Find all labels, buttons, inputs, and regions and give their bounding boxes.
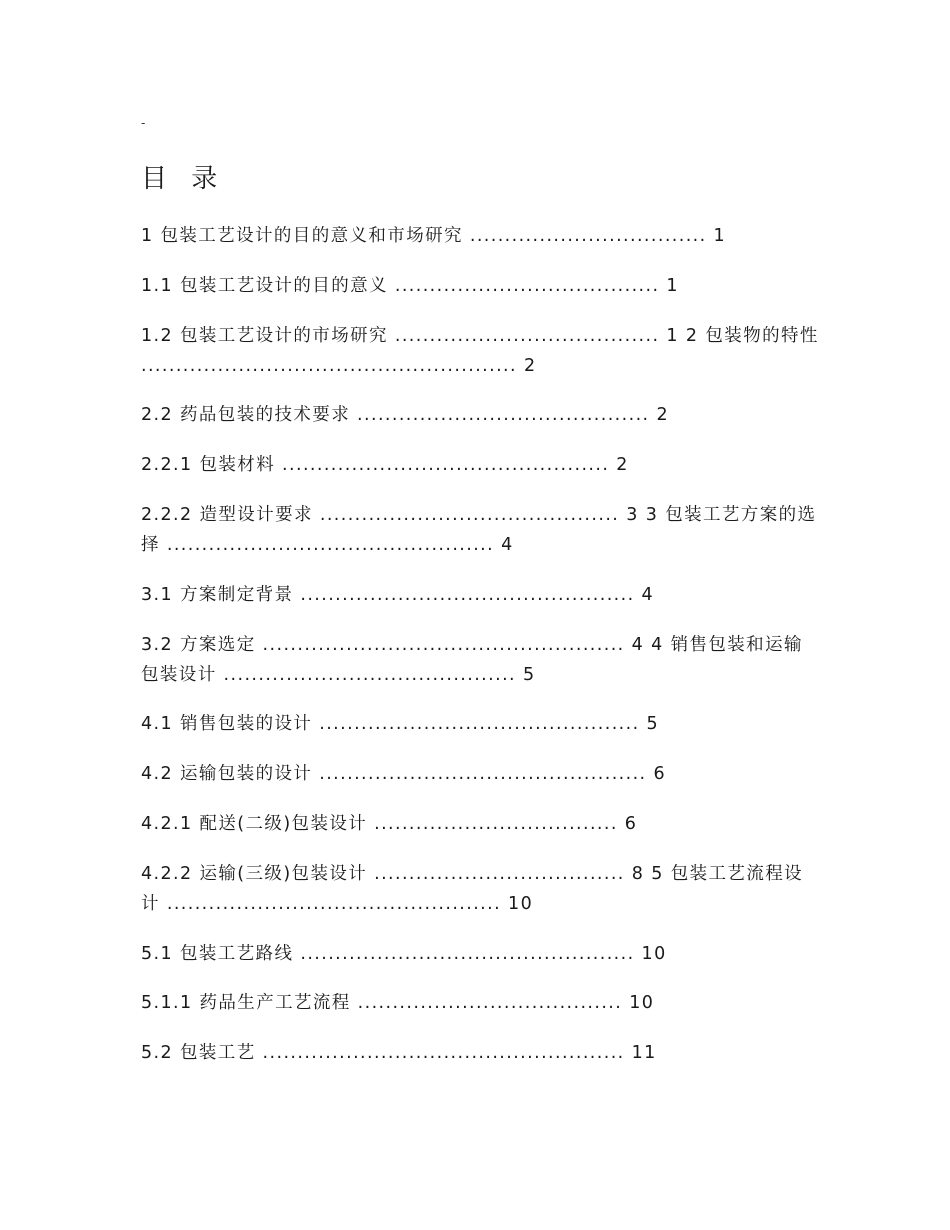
toc-entry: 1 包装工艺设计的目的意义和市场研究 .................................. 1	[141, 226, 727, 246]
toc-entry: 1.1 包装工艺设计的目的意义 ...................................... 1	[141, 275, 679, 296]
toc-entry: 3.1 方案制定背景 ................................................ 4	[141, 584, 655, 605]
header-mark: -	[141, 116, 146, 130]
toc-entry: 1.2 包装工艺设计的市场研究 ...................................... 1 2 包装物的特性 ...................................................... 2	[141, 325, 819, 376]
toc-entry: 5.1 包装工艺路线 ................................................ 10	[141, 943, 667, 964]
toc-entry: 4.2 运输包装的设计 ............................................... 6	[141, 764, 667, 785]
toc-entry: 4.2.1 配送(二级)包装设计 ................................... 6	[141, 813, 638, 834]
toc-entry: 5.2 包装工艺 .................................................... 11	[141, 1043, 657, 1064]
toc-entry: 2.2 药品包装的技术要求 .......................................... 2	[141, 405, 669, 426]
toc-entry: 5.1.1 药品生产工艺流程 ...................................... 10	[141, 993, 655, 1014]
toc-entry: 2.2.1 包装材料 ............................................... 2	[141, 455, 629, 476]
toc-entry: 4.1 销售包装的设计 .............................................. 5	[141, 714, 660, 735]
toc-entry: 4.2.2 运输(三级)包装设计 .................................... 8 5 包装工艺流程设计 ................................................ 10	[141, 863, 804, 914]
toc-title: 目 录	[141, 164, 226, 194]
toc-entry: 3.2 方案选定 .................................................... 4 4 销售包装和运输包装设计 .......................................... 5	[141, 634, 803, 685]
toc-list	[141, 221, 821, 1088]
toc-entry: 2.2.2 造型设计要求 ........................................... 3 3 包装工艺方案的选择 ............................................... 4	[141, 504, 817, 555]
